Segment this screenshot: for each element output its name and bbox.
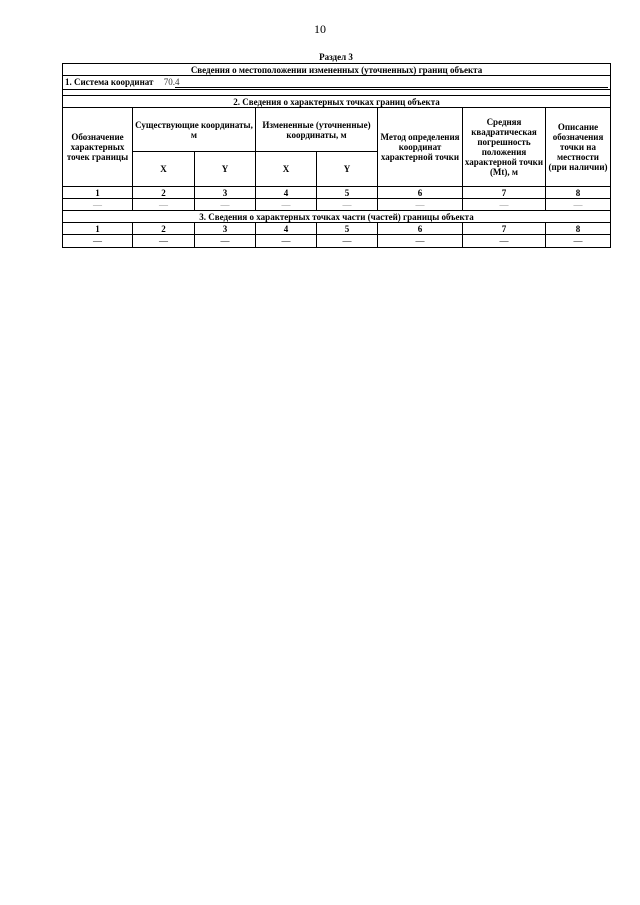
table-cell: — (133, 235, 195, 248)
col-number: 4 (256, 187, 317, 199)
col-existing-y: Y (195, 152, 256, 187)
table-cell: — (546, 235, 611, 248)
part3-column-numbers (63, 223, 611, 235)
table-cell: — (546, 199, 611, 211)
col-method: Метод определения координат характерной точки (378, 108, 463, 187)
col-point-designation: Обозначение характерных точек границы (63, 108, 133, 187)
col-mean-error: Средняя квадратическая погрешность положения характерной точки (Mt), м (463, 108, 546, 187)
table-cell: — (378, 199, 463, 211)
col-description: Описание обозначения точки на местности (при наличии) (546, 108, 611, 187)
col-changed-y: Y (317, 152, 378, 187)
col-number: 7 (463, 187, 546, 199)
coord-system-label: 1. Система координат (65, 77, 154, 87)
page-number: 10 (314, 22, 326, 36)
col-existing-x: X (133, 152, 195, 187)
table-row (63, 199, 611, 211)
col-number: 1 (63, 223, 133, 235)
col-number: 6 (378, 187, 463, 199)
table-cell: — (463, 235, 546, 248)
table-cell: — (378, 235, 463, 248)
table-row (63, 235, 611, 248)
col-number: 2 (133, 187, 195, 199)
part3-title: 3. Сведения о характерных точках части (частей) границы объекта (63, 211, 611, 223)
table-header-title: Сведения о местоположении измененных (уточненных) границ объекта (63, 64, 611, 76)
part2-title: 2. Сведения о характерных точках границ объекта (63, 96, 611, 108)
table-cell: — (195, 235, 256, 248)
part2-column-numbers (63, 187, 611, 199)
col-number: 3 (195, 223, 256, 235)
table-cell: — (63, 235, 133, 248)
section-title: Раздел 3 (319, 52, 353, 62)
coord-system-value: 70.4 (163, 77, 180, 87)
col-existing-coords: Существующие координаты, м (133, 108, 256, 152)
table-cell: — (256, 199, 317, 211)
col-number: 2 (133, 223, 195, 235)
table-cell: — (463, 199, 546, 211)
col-number: 5 (317, 223, 378, 235)
col-number: 5 (317, 187, 378, 199)
table-cell: — (317, 199, 378, 211)
col-number: 7 (463, 223, 546, 235)
col-number: 6 (378, 223, 463, 235)
boundary-table (62, 63, 611, 248)
col-changed-x: X (256, 152, 317, 187)
table-cell: — (63, 199, 133, 211)
col-number: 3 (195, 187, 256, 199)
coord-system-row (63, 76, 611, 90)
col-changed-coords: Измененные (уточненные) координаты, м (256, 108, 378, 152)
col-number: 4 (256, 223, 317, 235)
table-cell: — (256, 235, 317, 248)
table-cell: — (195, 199, 256, 211)
coord-system-underline (175, 85, 608, 88)
table-cell: — (133, 199, 195, 211)
col-number: 1 (63, 187, 133, 199)
col-number: 8 (546, 223, 611, 235)
col-number: 8 (546, 187, 611, 199)
table-cell: — (317, 235, 378, 248)
